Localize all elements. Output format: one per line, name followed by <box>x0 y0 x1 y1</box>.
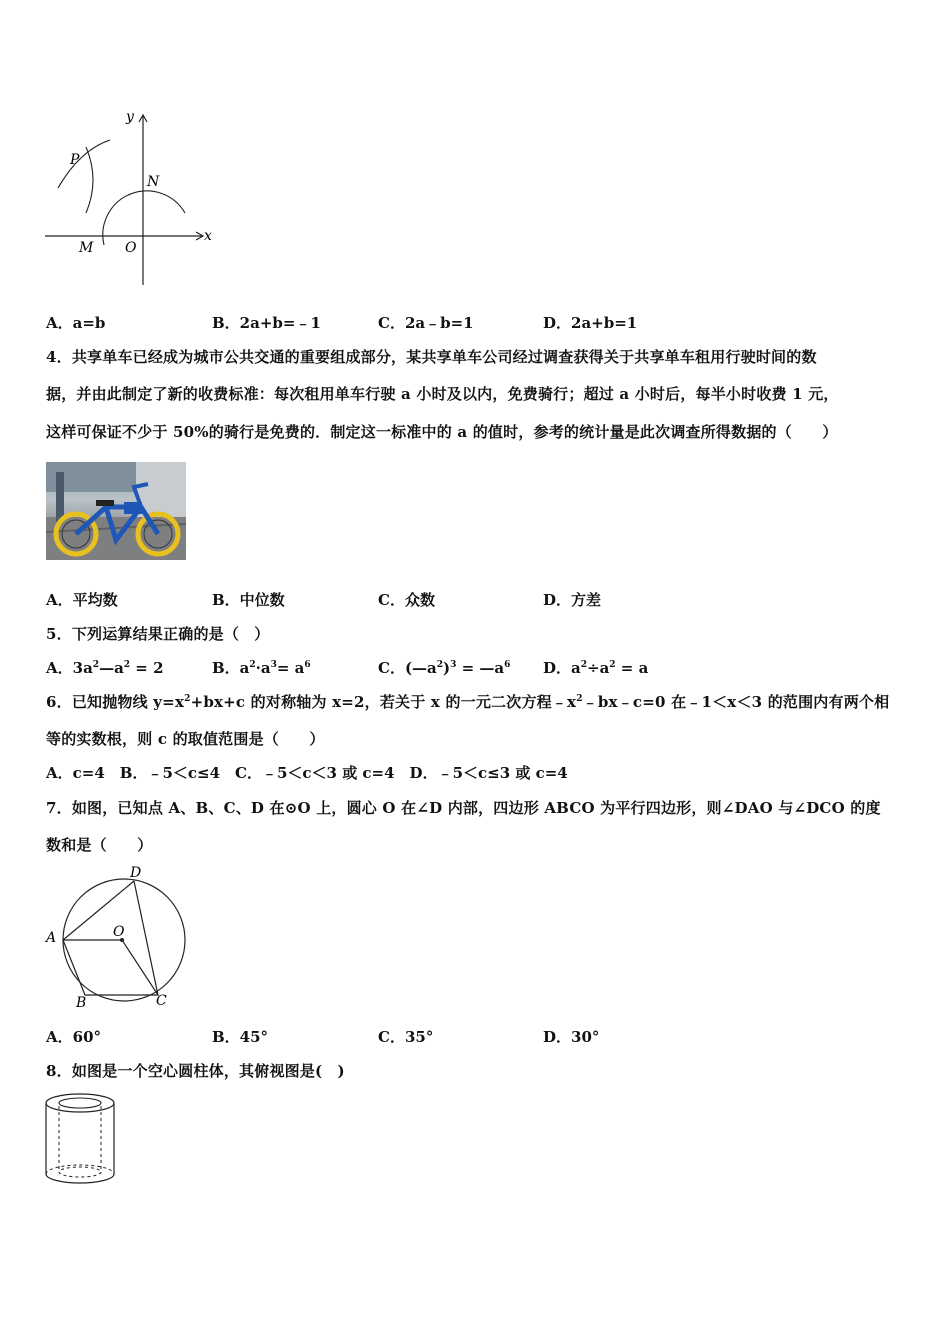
q5-option-c[interactable]: C．$(—a^2)^3$ = $—a^6$ <box>378 659 511 677</box>
q4-option-b[interactable]: B．中位数 <box>212 591 285 609</box>
q4-option-a[interactable]: A．平均数 <box>46 591 118 609</box>
shared-bike-photo <box>46 462 186 560</box>
q7-stem-line-2: 数和是（ ） <box>46 836 153 854</box>
q4-stem-line-2: 据，并由此制定了新的收费标准：每次租用单车行驶 a 小时及以内，免费骑行；超过 a 小时后，每半小时收费 1 元， <box>46 385 839 403</box>
point-d-label: D <box>130 865 142 881</box>
q7-stem-line-1: 7．如图，已知点 A、B、C、D 在⊙O 上，圆心 O 在∠D 内部，四边形 ABCO 为平行四边形，则∠DAO 与∠DCO 的度 <box>46 799 881 817</box>
q7-option-d[interactable]: D．30° <box>543 1028 600 1046</box>
origin-label: O <box>125 240 137 256</box>
q3-option-c[interactable]: C．2a﹣b=1 <box>378 314 474 332</box>
q5-stem: 5．下列运算结果正确的是（ ） <box>46 625 270 643</box>
q7-option-b[interactable]: B．45° <box>212 1028 269 1046</box>
q3-option-b[interactable]: B．2a+b=﹣1 <box>212 314 321 332</box>
q5-option-a[interactable]: A．$3a^2—a^2 = 2$ <box>46 659 164 677</box>
circle-figure <box>40 862 200 1012</box>
coordinate-figure <box>40 105 220 290</box>
center-o-label: O <box>113 924 125 940</box>
point-m-label: M <box>79 240 94 256</box>
point-b-label: B <box>76 995 87 1011</box>
q8-stem: 8．如图是一个空心圆柱体，其俯视图是( ) <box>46 1062 345 1080</box>
point-p-label: P <box>70 152 80 168</box>
q3-option-a[interactable]: A．a=b <box>46 314 106 332</box>
point-c-label: C <box>156 993 167 1009</box>
q4-stem-line-1: 4．共享单车已经成为城市公共交通的重要组成部分，某共享单车公司经过调查获得关于共享单车租用行驶时间的数 <box>46 348 817 366</box>
hollow-cylinder-figure <box>40 1090 120 1190</box>
q7-option-a[interactable]: A．60° <box>46 1028 102 1046</box>
q3-option-d[interactable]: D．2a+b=1 <box>543 314 638 332</box>
point-n-label: N <box>147 174 160 190</box>
q4-stem-line-3: 这样可保证不少于 50%的骑行是免费的．制定这一标准中的 a 的值时，参考的统计量是此次调查所得数据的（ ） <box>46 423 838 441</box>
q7-option-c[interactable]: C．35° <box>378 1028 434 1046</box>
y-axis-label: y <box>126 109 134 125</box>
q4-option-d[interactable]: D．方差 <box>543 591 602 609</box>
q6-options[interactable]: A．c=4 B．﹣5＜c≤4 C．﹣5＜c＜3 或 c=4 D．﹣5＜c≤3 或 c=4 <box>46 764 568 782</box>
point-a-label: A <box>46 930 57 946</box>
q5-option-d[interactable]: D．$a^2\div a^2 = a$ <box>543 659 649 677</box>
x-axis-label: x <box>204 228 212 244</box>
q4-option-c[interactable]: C．众数 <box>378 591 435 609</box>
q6-stem-line-2: 等的实数根，则 c 的取值范围是（ ） <box>46 730 325 748</box>
q6-stem-line-1: 6．已知抛物线 $y=x^2+bx+c$ 的对称轴为 x=2，若关于 x 的一元二次方程$﹣x^2﹣bx﹣c=0$ 在﹣1＜x＜3 的范围内有两个相 <box>46 693 890 711</box>
q5-option-b[interactable]: B．$a^2\cdot a^3= a^6$ <box>212 659 311 677</box>
